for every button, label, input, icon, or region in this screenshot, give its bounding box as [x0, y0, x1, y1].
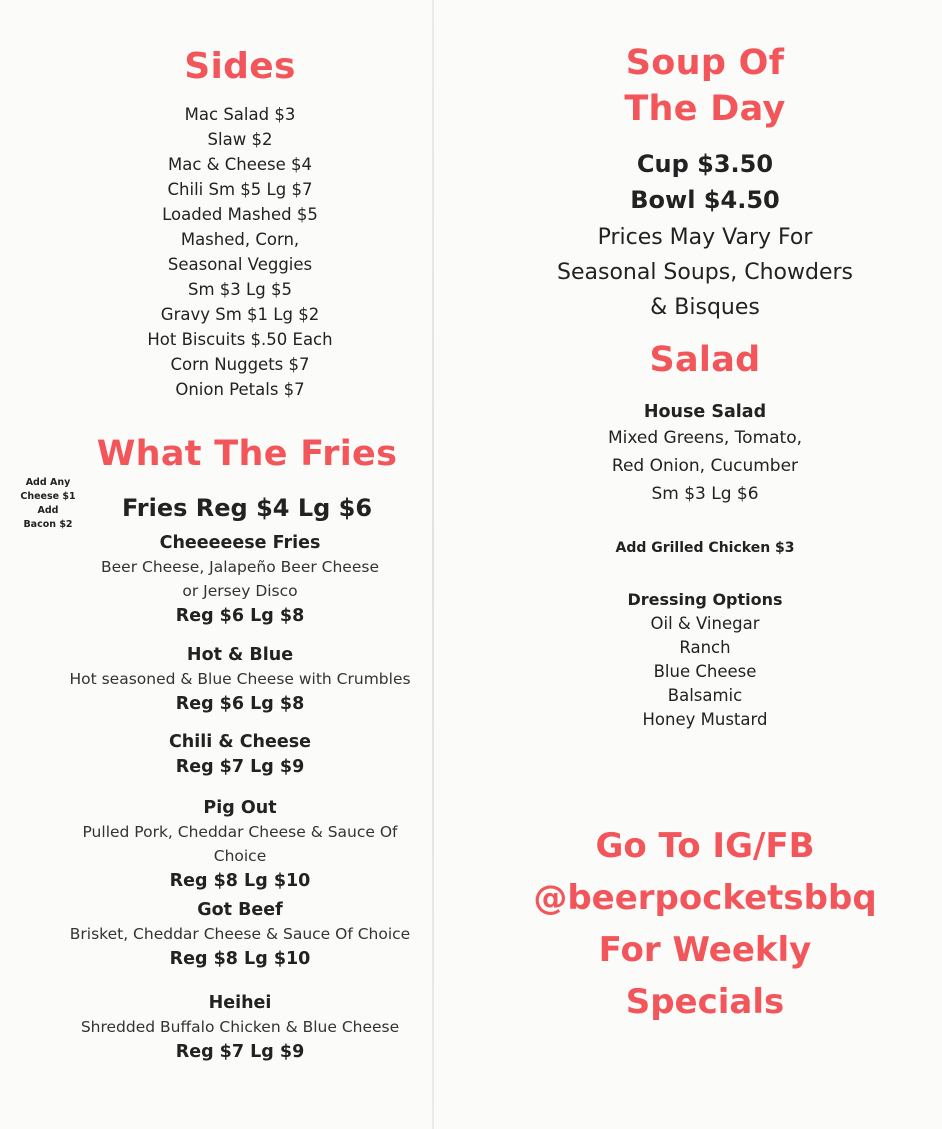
fries-item-pig-out [40, 796, 440, 894]
dressing-item: Oil & Vinegar [650, 614, 760, 633]
sides-item: Mac & Cheese $4 [167, 155, 313, 174]
addon-note-line: Add Any [25, 477, 71, 488]
fries-item-title: Heihei [208, 993, 272, 1013]
sides-list [40, 102, 440, 402]
addon-note-line: Bacon $2 [23, 519, 73, 530]
sides-item: Gravy Sm $1 Lg $2 [160, 305, 320, 324]
fries-base-price: Fries Reg $4 Lg $6 [121, 494, 373, 522]
fries-item-title: Pig Out [203, 798, 277, 818]
social-line: Specials [625, 982, 785, 1022]
fries-item-desc: Beer Cheese, Jalapeño Beer Cheese [100, 558, 379, 576]
dressing-item: Ranch [679, 638, 731, 657]
dressing-title: Dressing Options [627, 590, 783, 609]
social-handle: @beerpocketsbbq [533, 878, 877, 918]
soup-note [480, 220, 930, 325]
fries-item-desc: Pulled Pork, Cheddar Cheese & Sauce Of [82, 823, 398, 841]
fries-item-title: Chili & Cheese [168, 732, 312, 752]
fries-item-price: Reg $6 Lg $8 [175, 606, 305, 626]
fries-item-title: Got Beef [197, 900, 283, 920]
fries-item-price: Reg $6 Lg $8 [175, 694, 305, 714]
fries-item-hot-blue [40, 643, 440, 717]
fries-heading: What The Fries [96, 434, 398, 474]
salad-addon: Add Grilled Chicken $3 [615, 540, 795, 556]
dressing-item: Blue Cheese [653, 662, 757, 681]
fries-item-price: Reg $8 Lg $10 [169, 871, 311, 891]
sides-item: Seasonal Veggies [167, 255, 313, 274]
soup-heading-line: Soup Of [625, 43, 785, 83]
fries-item-desc: Hot seasoned & Blue Cheese with Crumbles [69, 670, 411, 688]
sides-item: Chili Sm $5 Lg $7 [167, 180, 313, 199]
fries-item-desc: Shredded Buffalo Chicken & Blue Cheese [80, 1018, 400, 1036]
house-salad [480, 400, 930, 508]
sides-item: Slaw $2 [207, 130, 273, 149]
dressing-item: Honey Mustard [642, 710, 768, 729]
fries-item-desc: Choice [213, 847, 267, 865]
fries-item-title: Hot & Blue [186, 645, 294, 665]
addon-note-line: Cheese $1 [20, 491, 76, 502]
dressing-item: Balsamic [667, 686, 743, 705]
soup-note-line: Seasonal Soups, Chowders [557, 260, 853, 285]
salad-desc-line: Red Onion, Cucumber [611, 456, 799, 476]
sides-item: Corn Nuggets $7 [170, 355, 310, 374]
fries-item-price: Reg $8 Lg $10 [169, 949, 311, 969]
soup-bowl-price: Bowl $4.50 [630, 186, 780, 214]
salad-heading: Salad [649, 340, 761, 380]
soup-note-line: Prices May Vary For [597, 225, 813, 250]
soup-prices [480, 146, 930, 218]
sides-heading: Sides [184, 46, 296, 87]
sides-item: Loaded Mashed $5 [162, 205, 318, 224]
social-promo [480, 820, 930, 1028]
sides-item: Mashed, Corn, [180, 230, 300, 249]
sides-item: Mac Salad $3 [184, 105, 296, 124]
sides-item: Onion Petals $7 [175, 380, 305, 399]
salad-desc-line: Sm $3 Lg $6 [651, 484, 759, 504]
addon-note-line: Add [37, 505, 59, 516]
fries-item-cheeeeese [40, 531, 440, 629]
fries-item-chili-cheese [40, 730, 440, 780]
soup-note-line: & Bisques [650, 295, 760, 320]
fries-item-price: Reg $7 Lg $9 [175, 1042, 305, 1062]
social-line: For Weekly [598, 930, 812, 970]
fries-item-heihei [40, 991, 440, 1065]
fries-item-got-beef [40, 898, 440, 972]
fries-item-desc: or Jersey Disco [182, 582, 298, 600]
dressing-options [480, 588, 930, 732]
fries-item-price: Reg $7 Lg $9 [175, 757, 305, 777]
fries-item-desc: Brisket, Cheddar Cheese & Sauce Of Choice [69, 925, 411, 943]
fries-addon-note [14, 476, 82, 532]
salad-title: House Salad [643, 402, 767, 422]
salad-desc-line: Mixed Greens, Tomato, [607, 428, 803, 448]
soup-heading-line: The Day [624, 89, 786, 129]
sides-item: Sm $3 Lg $5 [188, 280, 292, 299]
sides-item: Hot Biscuits $.50 Each [147, 330, 333, 349]
soup-heading [480, 40, 930, 132]
social-line: Go To IG/FB [595, 826, 815, 866]
fries-item-title: Cheeeeese Fries [159, 533, 321, 553]
soup-cup-price: Cup $3.50 [636, 150, 774, 178]
